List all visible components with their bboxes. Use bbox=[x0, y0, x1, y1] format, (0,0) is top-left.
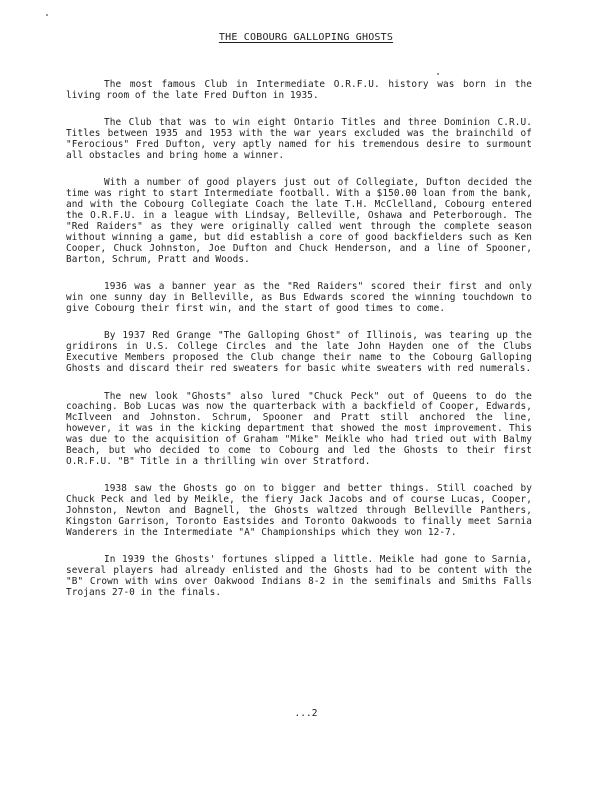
paragraph: By 1937 Red Grange "The Galloping Ghost" of Illinois, was tearing up the gridirons in U.S. College Circles and the late John Hayden one of the Clubs Executive Members proposed the Club change their name to the Cobourg Galloping Ghosts and discard their red sweaters for basic white sweaters with red numerals. bbox=[66, 330, 532, 375]
scan-speck bbox=[437, 73, 439, 75]
paragraph: 1936 was a banner year as the "Red Raiders" scored their first and only win one sunny day in Belleville, as Bus Edwards scored the winning touchdown to give Cobourg their first win, and the start of good times to come. bbox=[66, 281, 532, 314]
paragraph: The most famous Club in Intermediate O.R.F.U. history was born in the living room of the late Fred Dufton in 1935. bbox=[66, 79, 532, 101]
paragraph: 1938 saw the Ghosts go on to bigger and better things. Still coached by Chuck Peck and led by Meikle, the fiery Jack Jacobs and of course Lucas, Cooper, Johnston, Newton and Bagnell, the Ghosts waltzed through Belleville Panthers, Kingston Garrison, Toronto Eastsides and Toronto Oakwoods to finally meet Sarnia Wanderers in the Intermediate "A" Championships which they won 12-7. bbox=[66, 483, 532, 538]
paragraph: The Club that was to win eight Ontario Titles and three Dominion C.R.U. Titles between 1935 and 1953 with the war years excluded was the brainchild of "Ferocious" Fred Dufton, very aptly named for his tremendous desire to surmount all obstacles and bring home a winner. bbox=[66, 117, 532, 162]
document-body bbox=[66, 80, 532, 616]
paragraph: With a number of good players just out of Collegiate, Dufton decided the time was right to start Intermediate football. With a $150.00 loan from the bank, and with the Cobourg Collegiate Coach the late T.H. McClelland, Cobourg entered the O.R.F.U. in a league with Lindsay, Belleville, Oshawa and Peterborough. The "Red Raiders" as they were originally called went through the complete season without winning a game, but did establish a core of good backfielders such as Ken Cooper, Chuck Johnston, Joe Dufton and Chuck Henderson, and a line of Spooner, Barton, Schrum, Pratt and Woods. bbox=[66, 177, 532, 265]
paragraph: The new look "Ghosts" also lured "Chuck Peck" out of Queens to do the coaching. Bob Lucas was now the quarterback with a backfield of Cooper, Edwards, McIlveen and Johnston. Schrum, Spooner and Pratt still anchored the line, however, it was in the kicking department that showed the most improvement. This was due to the acquisition of Graham "Mike" Meikle who had tried out with Balmy Beach, but who decided to come to Cobourg and led the Ghosts to their first O.R.F.U. "B" Title in a thrilling win over Stratford. bbox=[66, 390, 532, 467]
scan-speck bbox=[46, 14, 48, 16]
page-number: ...2 bbox=[294, 708, 318, 719]
paragraph: In 1939 the Ghosts' fortunes slipped a little. Meikle had gone to Sarnia, several players had already enlisted and the Ghosts had to be content with the "B" Crown with wins over Oakwood Indians 8-2 in the semifinals and Smiths Falls Trojans 27-0 in the finals. bbox=[66, 554, 532, 599]
document-title: THE COBOURG GALLOPING GHOSTS bbox=[218, 32, 394, 43]
